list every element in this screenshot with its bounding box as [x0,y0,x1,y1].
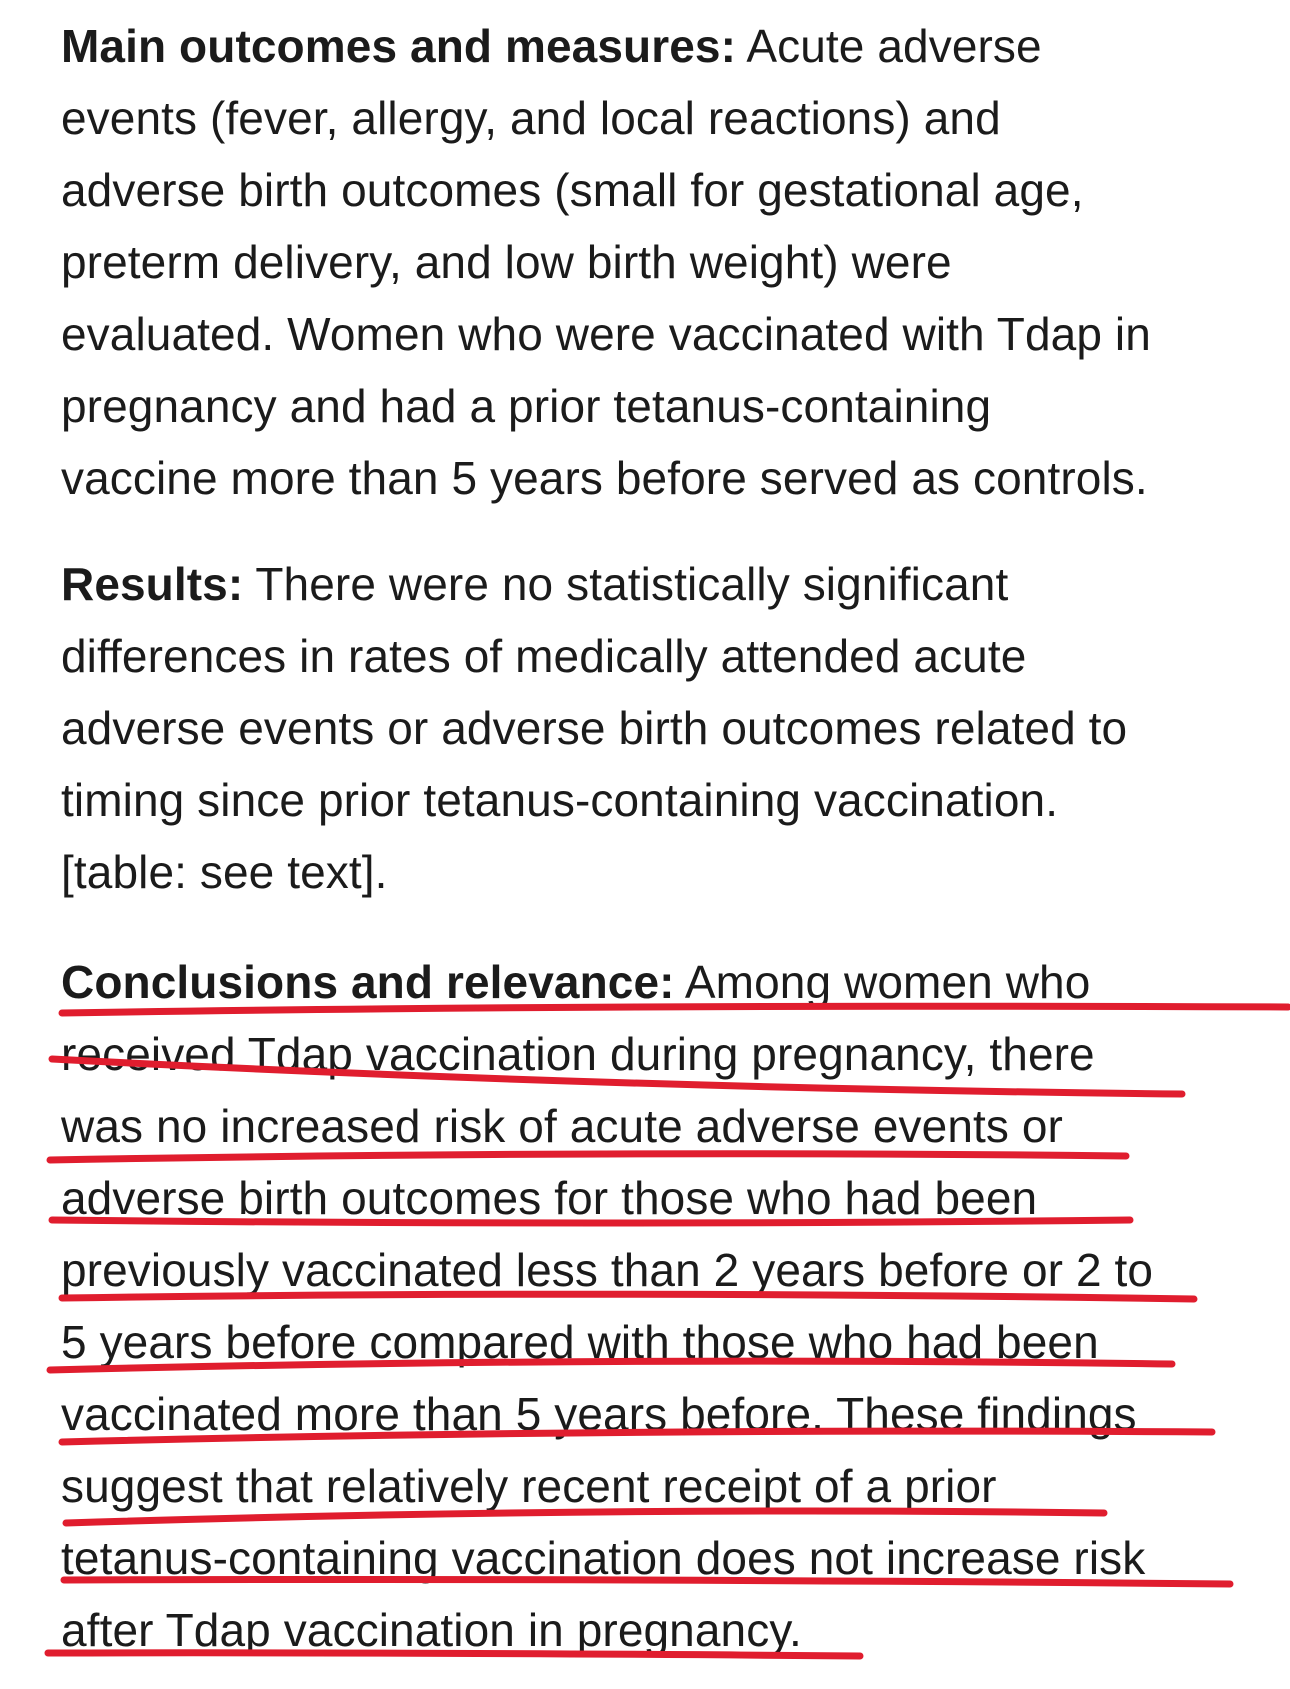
text-line: tetanus-containing vaccination does not increase risk [61,1532,1146,1584]
text-line: differences in rates of medically attended acute [61,630,1027,682]
text-line [61,946,1153,1018]
text-line: was no increased risk of acute adverse events or [61,1100,1063,1152]
text-line: events (fever, allergy, and local reactions) and [61,92,1001,144]
text-line: vaccinated more than 5 years before. These findings [61,1388,1137,1440]
text-line: adverse birth outcomes for those who had been [61,1172,1038,1224]
text-line: suggest that relatively recent receipt of a prior [61,1460,997,1512]
text-line: 5 years before compared with those who had been [61,1316,1099,1368]
text-line [61,10,1151,82]
text-line: adverse events or adverse birth outcomes related to [61,702,1128,754]
text-line: vaccine more than 5 years before served as controls. [61,452,1148,504]
results-paragraph [61,548,1127,908]
text-run: There were no statistically significant [243,558,1009,610]
text-line: preterm delivery, and low birth weight) were [61,236,952,288]
text-line: previously vaccinated less than 2 years before or 2 to [61,1244,1154,1296]
text-line: after Tdap vaccination in pregnancy. [61,1604,802,1656]
text-line: timing since prior tetanus-containing vaccination. [61,774,1059,826]
text-run: Among women who [674,956,1091,1008]
main-outcomes-paragraph [61,10,1151,514]
section-label: Results: [61,558,244,610]
conclusions-paragraph [61,946,1153,1666]
text-line: [table: see text]. [61,846,388,898]
text-line: evaluated. Women who were vaccinated with Tdap in [61,308,1151,360]
text-line: adverse birth outcomes (small for gestational age, [61,164,1084,216]
text-line [61,548,1127,620]
section-label: Main outcomes and measures: [61,20,737,72]
text-line: received Tdap vaccination during pregnancy, there [61,1028,1095,1080]
text-run: Acute adverse [736,20,1042,72]
section-label: Conclusions and relevance: [61,956,675,1008]
text-line: pregnancy and had a prior tetanus-containing [61,380,992,432]
